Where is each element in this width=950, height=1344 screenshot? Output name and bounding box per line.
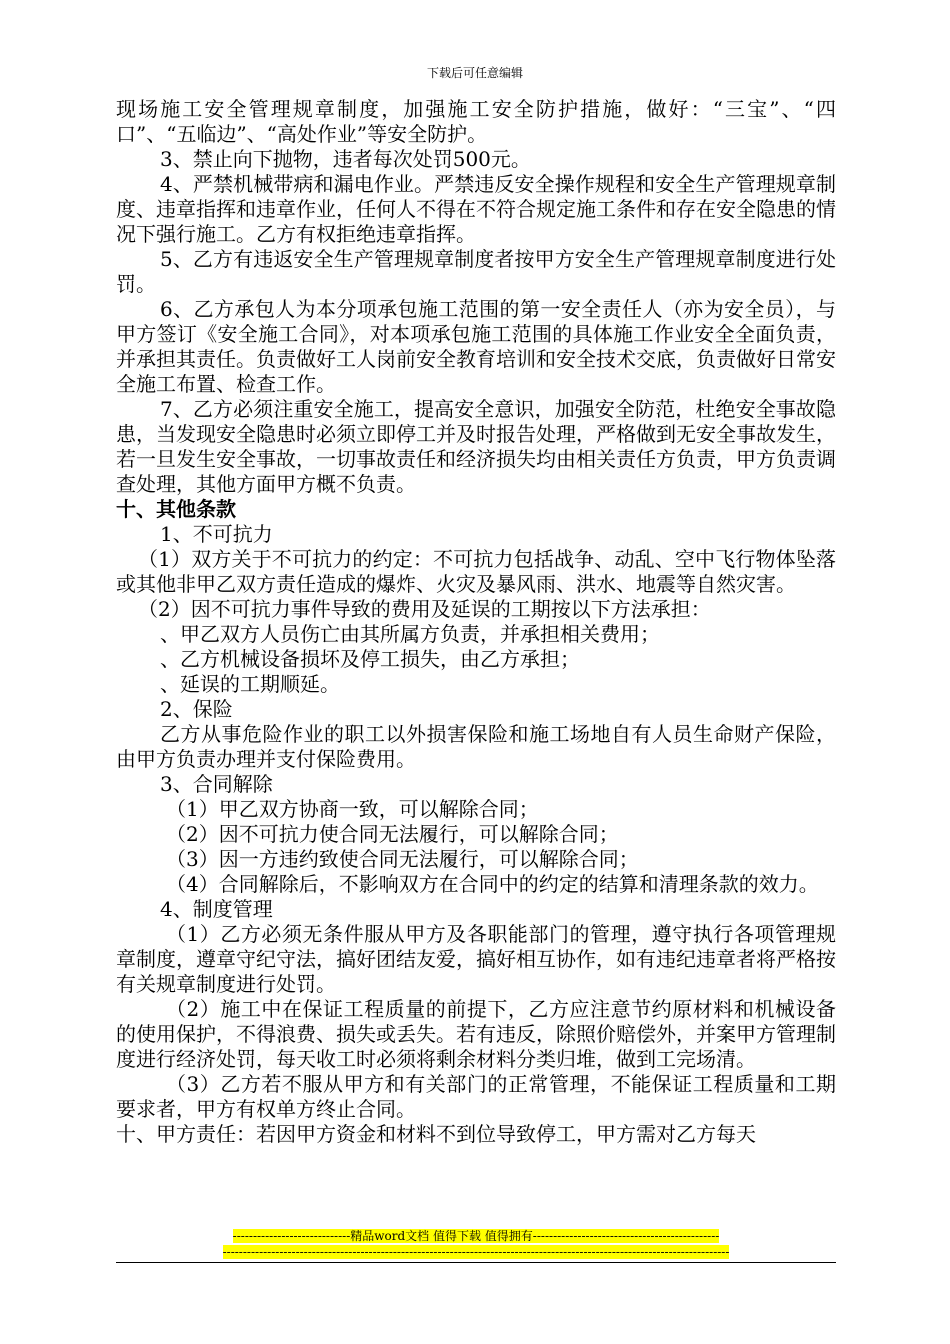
- list-item: （2）因不可抗力使合同无法履行，可以解除合同；: [166, 822, 619, 846]
- paragraph: （2）因不可抗力事件导致的费用及延误的工期按以下方法承担：: [138, 597, 711, 621]
- subsection-heading: 2、保险: [160, 697, 233, 721]
- paragraph: 7、乙方必须注重安全施工，提高安全意识，加强安全防范，杜绝安全事故隐患，当发现安全隐患时必须立即停工并及时报告处理，严格做到无安全事故发生，若一旦发生安全事故，一切事故责任和经济损失均由相关责任方负责，甲方负责调查处理，其他方面甲方概不负责。: [116, 397, 836, 496]
- document-body: [116, 97, 836, 1147]
- section-heading: 十、其他条款: [116, 497, 236, 521]
- list-item: （1）甲乙双方协商一致，可以解除合同；: [166, 797, 539, 821]
- page-header: 下载后可任意编辑: [426, 66, 523, 80]
- paragraph: 4、严禁机械带病和漏电作业。严禁违反安全操作规程和安全生产管理规章制度、违章指挥和违章作业，任何人不得在不符合规定施工条件和存在安全隐患的情况下强行施工。乙方有权拒绝违章指挥。: [116, 172, 836, 246]
- footer-rule: [116, 1262, 836, 1263]
- subsection-heading: 1、不可抗力: [160, 522, 273, 546]
- footer-line: -----------------------------------------------------------------------------------------------------------------------------: [222, 1245, 730, 1259]
- page-footer: [116, 1228, 836, 1260]
- list-item: （3）因一方违约致使合同无法履行，可以解除合同；: [166, 847, 639, 871]
- list-item: （4）合同解除后，不影响双方在合同中的约定的结算和清理条款的效力。: [166, 872, 819, 896]
- subsection-heading: 3、合同解除: [160, 772, 273, 796]
- paragraph: 5、乙方有违返安全生产管理规章制度者按甲方安全生产管理规章制度进行处罚。: [116, 247, 836, 296]
- paragraph: 乙方从事危险作业的职工以外损害保险和施工场地自有人员生命财产保险，由甲方负责办理并支付保险费用。: [116, 722, 836, 771]
- paragraph: （1）乙方必须无条件服从甲方及各职能部门的管理，遵守执行各项管理规章制度，遵章守纪守法，搞好团结友爱，搞好相互协作，如有违纪违章者将严格按有关规章制度进行处罚。: [116, 922, 836, 996]
- footer-line: -----------------------------精品word文档 值得下载 值得拥有----------------------------------------------: [232, 1229, 720, 1243]
- paragraph: （1）双方关于不可抗力的约定：不可抗力包括战争、动乱、空中飞行物体坠落或其他非甲乙双方责任造成的爆炸、火灾及暴风雨、洪水、地震等自然灾害。: [116, 547, 836, 596]
- list-item: 、甲乙双方人员伤亡由其所属方负责，并承担相关费用；: [160, 622, 660, 646]
- paragraph: 3、禁止向下抛物，违者每次处罚500元。: [160, 147, 531, 171]
- list-item: 、乙方机械设备损坏及停工损失，由乙方承担；: [160, 647, 580, 671]
- list-item: 、延误的工期顺延。: [160, 672, 340, 696]
- paragraph: （2）施工中在保证工程质量的前提下，乙方应注意节约原材料和机械设备的使用保护，不得浪费、损失或丢失。若有违反，除照价赔偿外，并案甲方管理制度进行经济处罚，每天收工时必须将剩余材料分类归堆，做到工完场清。: [116, 997, 836, 1071]
- paragraph: （3）乙方若不服从甲方和有关部门的正常管理，不能保证工程质量和工期要求者，甲方有权单方终止合同。: [116, 1072, 836, 1121]
- paragraph: 十、甲方责任：若因甲方资金和材料不到位导致停工，甲方需对乙方每天: [116, 1122, 756, 1146]
- subsection-heading: 4、制度管理: [160, 897, 273, 921]
- paragraph: 现场施工安全管理规章制度，加强施工安全防护措施，做好：“三宝”、“四口”、“五临边”、“高处作业”等安全防护。: [116, 97, 836, 146]
- paragraph: 6、乙方承包人为本分项承包施工范围的第一安全责任人（亦为安全员），与甲方签订《安全施工合同》，对本项承包施工范围的具体施工作业安全全面负责，并承担其责任。负责做好工人岗前安全教育培训和安全技术交底，负责做好日常安全施工布置、检查工作。: [116, 297, 836, 396]
